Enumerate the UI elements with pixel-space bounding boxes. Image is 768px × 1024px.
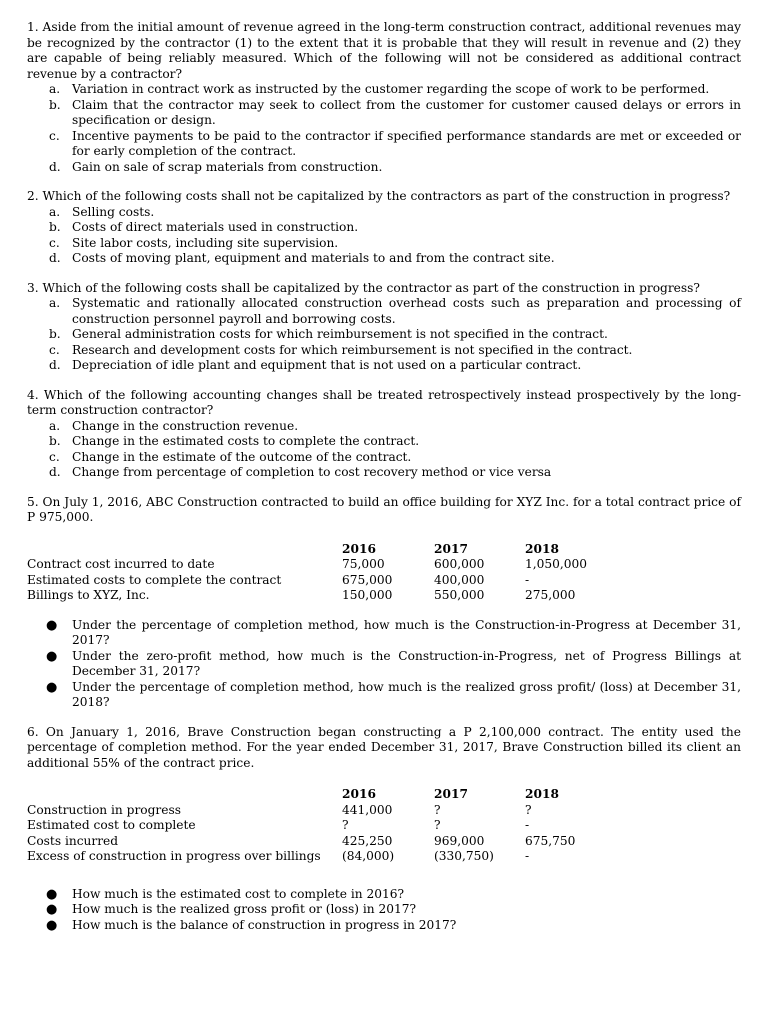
option-item: c. Change in the estimate of the outcome of the contract. bbox=[49, 449, 412, 464]
question-3-options bbox=[27, 296, 741, 374]
question-6-bullets bbox=[27, 887, 741, 934]
option-item: d. Gain on sale of scrap materials from construction. bbox=[49, 159, 383, 174]
option-item: b. General administration costs for which reimbursement is not specified in the contract. bbox=[49, 327, 608, 341]
question-1-options bbox=[27, 82, 741, 175]
table-row: Billings to XYZ, Inc. 150,000 550,000 275,000 bbox=[27, 588, 576, 602]
question-5-bullets bbox=[27, 618, 741, 711]
bullet-icon: ● bbox=[46, 617, 58, 633]
bullet-icon: ● bbox=[46, 648, 58, 664]
table-row: Estimated cost to complete ? ? - bbox=[27, 818, 530, 832]
question-4-options bbox=[27, 419, 741, 481]
option-item: b. Costs of direct materials used in construction. bbox=[49, 220, 359, 234]
column-header: 2018 bbox=[525, 787, 559, 801]
option-item: a. Change in the construction revenue. bbox=[49, 418, 299, 433]
list-item: ● How much is the realized gross profit or (loss) in 2017? bbox=[46, 902, 417, 917]
question-1-text: 1. Aside from the initial amount of revenue agreed in the long-term construction contract, additional revenues may be recognized by the contractor (1) to the extent that it is probable that they will result in revenue and (2) they are capable of being reliably measured. Which of the following will not be considered as additional contract revenue by a contractor? bbox=[27, 20, 741, 81]
question-3 bbox=[27, 281, 741, 374]
question-6-table bbox=[27, 787, 625, 865]
list-item: ● Under the zero-profit method, how much is the Construction-in-Progress, net of Progress Billings at December 31, 2017? bbox=[46, 648, 741, 678]
column-header: 2017 bbox=[434, 787, 468, 801]
table-header-row bbox=[27, 787, 625, 803]
bullet-icon: ● bbox=[46, 679, 58, 695]
question-4-text: 4. Which of the following accounting changes shall be treated retrospectively instead prospectively by the long-term construction contractor? bbox=[27, 387, 741, 417]
document-page bbox=[27, 20, 741, 933]
question-6 bbox=[27, 725, 741, 934]
question-2-text: 2. Which of the following costs shall not be capitalized by the contractors as part of the construction in progress? bbox=[27, 189, 731, 203]
question-6-text: 6. On January 1, 2016, Brave Construction began constructing a P 2,100,000 contract. The entity used the percentage of completion method. For the year ended December 31, 2017, Brave Construction billed its client an additional 55% of the contract price. bbox=[27, 724, 741, 770]
question-5-text: 5. On July 1, 2016, ABC Construction contracted to build an office building for XYZ Inc. for a total contract price of P 975,000. bbox=[27, 494, 741, 524]
column-header: 2016 bbox=[342, 787, 376, 801]
table-row: Construction in progress 441,000 ? ? bbox=[27, 802, 532, 817]
table-row: Costs incurred 425,250 969,000 675,750 bbox=[27, 833, 576, 848]
question-4 bbox=[27, 388, 741, 481]
option-item: d. Costs of moving plant, equipment and materials to and from the contract site. bbox=[49, 251, 555, 265]
list-item: ● Under the percentage of completion method, how much is the realized gross profit/ (loss) at December 31, 2018? bbox=[46, 679, 741, 709]
column-header: 2018 bbox=[525, 541, 559, 556]
option-item: d. Change from percentage of completion to cost recovery method or vice versa bbox=[49, 465, 552, 479]
table-header-row bbox=[27, 542, 625, 558]
option-item: d. Depreciation of idle plant and equipment that is not used on a particular contract. bbox=[49, 358, 582, 372]
column-header: 2016 bbox=[342, 541, 376, 556]
question-2-options bbox=[27, 205, 741, 267]
option-item: c. Incentive payments to be paid to the contractor if specified performance standards are met or exceeded or for early completion of the contract. bbox=[49, 128, 741, 158]
table-row: Excess of construction in progress over billings (84,000) (330,750) - bbox=[27, 849, 530, 863]
option-item: a. Variation in contract work as instructed by the customer regarding the scope of work to be performed. bbox=[49, 82, 710, 96]
option-item: c. Site labor costs, including site supervision. bbox=[49, 235, 339, 250]
question-2 bbox=[27, 189, 741, 267]
list-item: ● How much is the balance of construction in progress in 2017? bbox=[46, 917, 457, 933]
question-3-text: 3. Which of the following costs shall be capitalized by the contractor as part of the construction in progress? bbox=[27, 280, 700, 295]
question-5-table bbox=[27, 542, 625, 604]
option-item: b. Claim that the contractor may seek to collect from the customer for customer caused delays or errors in specification or design. bbox=[49, 97, 741, 127]
option-item: a. Selling costs. bbox=[49, 204, 155, 219]
question-5 bbox=[27, 495, 741, 711]
table-row: Estimated costs to complete the contract 675,000 400,000 - bbox=[27, 572, 530, 587]
option-item: b. Change in the estimated costs to complete the contract. bbox=[49, 434, 420, 448]
bullet-icon: ● bbox=[46, 917, 58, 933]
list-item: ● How much is the estimated cost to complete in 2016? bbox=[46, 886, 405, 902]
bullet-icon: ● bbox=[46, 902, 58, 917]
bullet-icon: ● bbox=[46, 886, 58, 902]
list-item: ● Under the percentage of completion method, how much is the Construction-in-Progress at December 31, 2017? bbox=[46, 617, 741, 647]
option-item: c. Research and development costs for which reimbursement is not specified in the contract. bbox=[49, 342, 633, 357]
question-1 bbox=[27, 20, 741, 175]
option-item: a. Systematic and rationally allocated construction overhead costs such as preparation and processing of construction personnel payroll and borrowing costs. bbox=[49, 296, 741, 326]
table-row: Contract cost incurred to date 75,000 600,000 1,050,000 bbox=[27, 557, 588, 571]
column-header: 2017 bbox=[434, 541, 468, 556]
